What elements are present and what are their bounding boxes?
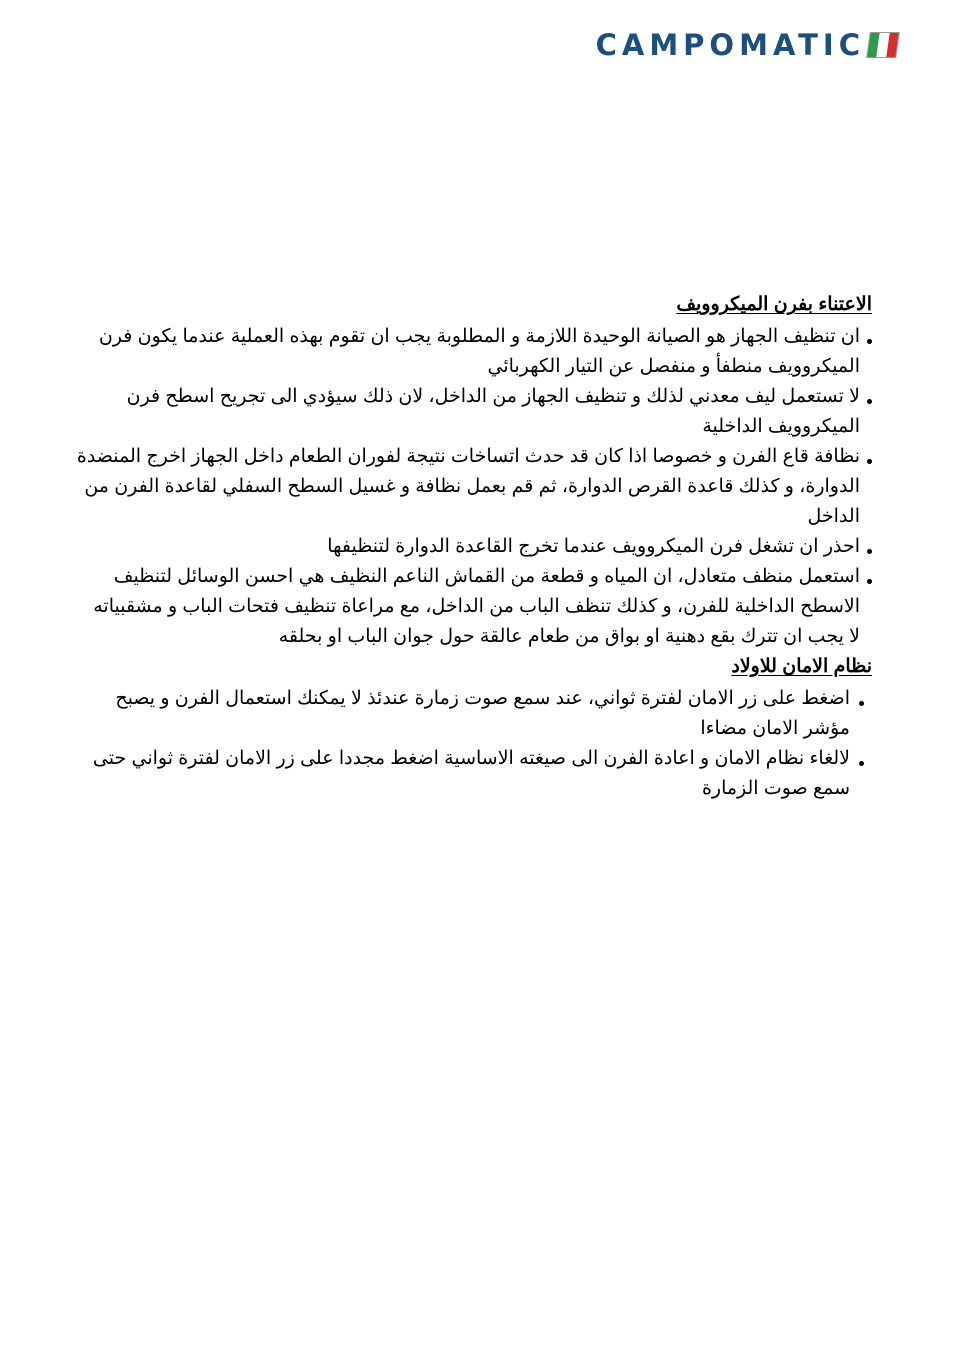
child-lock-list — [70, 684, 872, 804]
list-item: اضغط على زر الامان لفترة ثواني، عند سمع صوت زمارة عندئذ لا يمكنك استعمال الفرن و يصبح مؤشر الامان مضاءا — [70, 684, 872, 744]
document-body — [70, 290, 872, 804]
list-item: نظافة قاع الفرن و خصوصا اذا كان قد حدث اتساخات نتيجة لفوران الطعام داخل الجهاز اخرج المنضدة الدوارة، و كذلك قاعدة القرص الدوارة، ثم قم بعمل نظافة و غسيل السطح السفلي لقاعدة الفرن من الداخل — [70, 442, 872, 532]
list-item: احذر ان تشغل فرن الميكروويف عندما تخرج القاعدة الدوارة لتنظيفها — [70, 532, 872, 562]
list-item: استعمل منظف متعادل، ان المياه و قطعة من القماش الناعم النظيف هي احسن الوسائل لتنظيف الاسطح الداخلية للفرن، و كذلك تنظف الباب من الداخل، مع مراعاة تنظيف فتحات الباب و مشقبياته — [70, 562, 872, 622]
section-heading-microwave-care: الاعتناء بفرن الميكروويف — [676, 294, 872, 315]
care-note: لا يجب ان تترك بقع دهنية او بواق من طعام عالقة حول جوان الباب او بحلقه — [278, 626, 860, 647]
italian-flag-icon — [866, 32, 900, 58]
list-item: لالغاء نظام الامان و اعادة الفرن الى صيغته الاساسية اضغط مجددا على زر الامان لفترة ثواني حتى سمع صوت الزمارة — [70, 744, 872, 804]
brand-name: CAMPOMATIC — [595, 28, 865, 62]
section-heading-child-lock: نظام الامان للاولاد — [731, 656, 872, 677]
flag-stripe-red — [886, 33, 899, 57]
brand-logo — [596, 30, 898, 60]
list-item: لا تستعمل ليف معدني لذلك و تنظيف الجهاز من الداخل، لان ذلك سيؤدي الى تجريح اسطح فرن الميكروويف الداخلية — [70, 382, 872, 442]
list-item: ان تنظيف الجهاز هو الصيانة الوحيدة اللازمة و المطلوبة يجب ان تقوم بهذه العملية عندما يكون فرن الميكروويف منطفأ و منفصل عن التيار الكهربائي — [70, 322, 872, 382]
care-instructions-list — [70, 322, 872, 652]
